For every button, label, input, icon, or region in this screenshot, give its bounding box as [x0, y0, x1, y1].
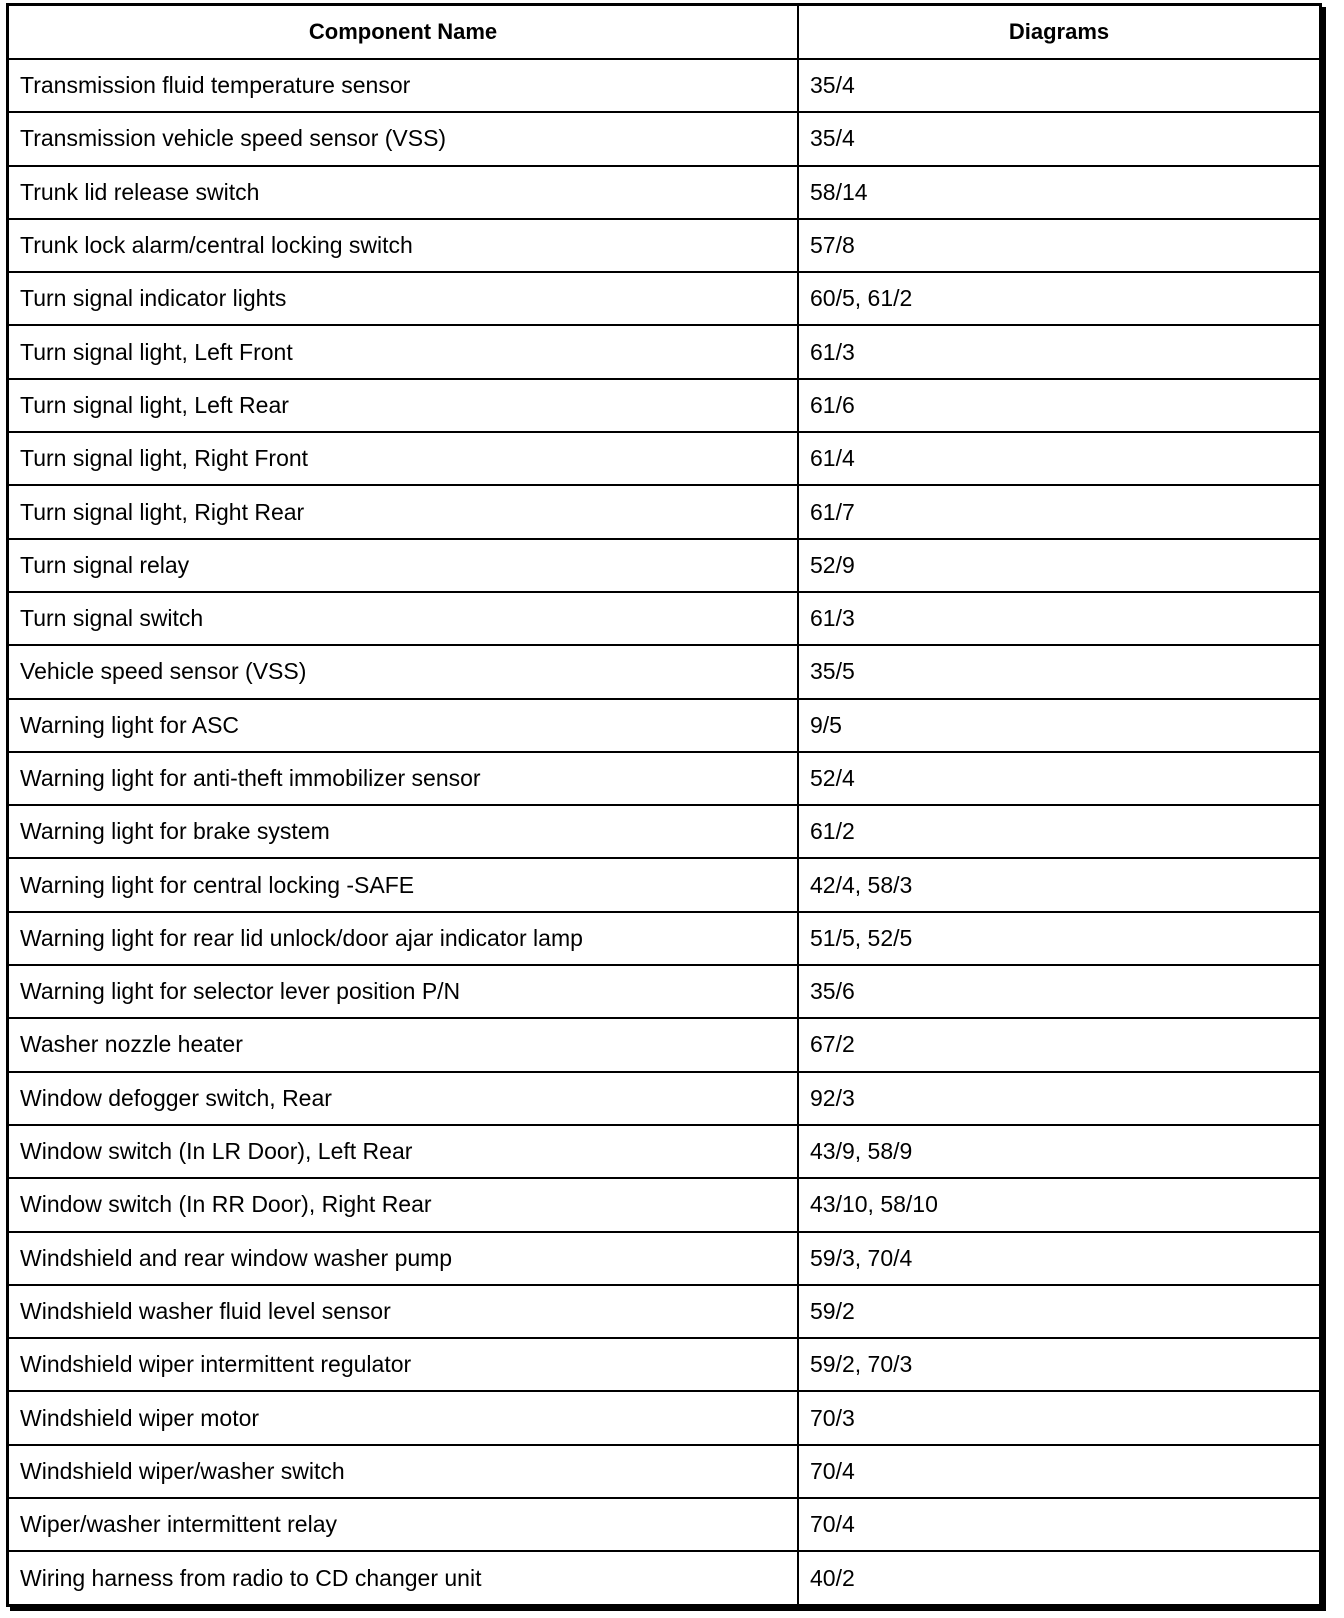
component-name-cell: Window switch (In LR Door), Left Rear	[9, 1125, 798, 1178]
diagrams-cell: 51/5, 52/5	[798, 912, 1319, 965]
table-row	[9, 1178, 1319, 1231]
component-name-cell: Window defogger switch, Rear	[9, 1072, 798, 1125]
table-row	[9, 432, 1319, 485]
diagrams-cell: 35/6	[798, 965, 1319, 1018]
table-row	[9, 805, 1319, 858]
diagrams-cell: 70/3	[798, 1391, 1319, 1444]
component-name-cell: Vehicle speed sensor (VSS)	[9, 645, 798, 698]
table-row	[9, 485, 1319, 538]
table-row	[9, 539, 1319, 592]
component-name-cell: Windshield wiper/washer switch	[9, 1445, 798, 1498]
component-name-cell: Turn signal light, Left Rear	[9, 379, 798, 432]
table-row	[9, 272, 1319, 325]
diagrams-cell: 35/4	[798, 112, 1319, 165]
diagrams-cell: 9/5	[798, 699, 1319, 752]
header-component-name: Component Name	[9, 6, 798, 59]
component-name-cell: Transmission fluid temperature sensor	[9, 59, 798, 112]
table-row	[9, 965, 1319, 1018]
table-body	[9, 59, 1319, 1604]
diagrams-cell: 61/7	[798, 485, 1319, 538]
component-name-cell: Warning light for brake system	[9, 805, 798, 858]
table-row	[9, 379, 1319, 432]
diagrams-cell: 61/2	[798, 805, 1319, 858]
component-name-cell: Wiper/washer intermittent relay	[9, 1498, 798, 1551]
component-name-cell: Windshield and rear window washer pump	[9, 1232, 798, 1285]
table-row	[9, 1338, 1319, 1391]
component-name-cell: Warning light for selector lever position P/N	[9, 965, 798, 1018]
component-name-cell: Turn signal light, Right Front	[9, 432, 798, 485]
diagrams-cell: 61/3	[798, 325, 1319, 378]
diagrams-cell: 70/4	[798, 1445, 1319, 1498]
component-name-cell: Turn signal light, Left Front	[9, 325, 798, 378]
component-name-cell: Turn signal light, Right Rear	[9, 485, 798, 538]
diagrams-cell: 61/3	[798, 592, 1319, 645]
table-row	[9, 325, 1319, 378]
component-table	[9, 6, 1319, 1604]
table-row	[9, 1498, 1319, 1551]
table-row	[9, 59, 1319, 112]
table-row	[9, 645, 1319, 698]
table-row	[9, 912, 1319, 965]
diagrams-cell: 35/4	[798, 59, 1319, 112]
table-row	[9, 592, 1319, 645]
header-row	[9, 6, 1319, 59]
diagrams-cell: 35/5	[798, 645, 1319, 698]
table-row	[9, 1551, 1319, 1604]
component-name-cell: Windshield wiper intermittent regulator	[9, 1338, 798, 1391]
diagrams-cell: 67/2	[798, 1018, 1319, 1071]
diagrams-cell: 40/2	[798, 1551, 1319, 1604]
diagrams-cell: 58/14	[798, 166, 1319, 219]
diagrams-cell: 43/10, 58/10	[798, 1178, 1319, 1231]
component-name-cell: Windshield washer fluid level sensor	[9, 1285, 798, 1338]
component-name-cell: Warning light for ASC	[9, 699, 798, 752]
component-name-cell: Trunk lock alarm/central locking switch	[9, 219, 798, 272]
diagrams-cell: 60/5, 61/2	[798, 272, 1319, 325]
table-row	[9, 752, 1319, 805]
component-name-cell: Windshield wiper motor	[9, 1391, 798, 1444]
component-diagram-table	[6, 3, 1322, 1607]
component-name-cell: Warning light for anti-theft immobilizer sensor	[9, 752, 798, 805]
table-row	[9, 112, 1319, 165]
table-row	[9, 1391, 1319, 1444]
diagrams-cell: 59/2, 70/3	[798, 1338, 1319, 1391]
table-row	[9, 1232, 1319, 1285]
diagrams-cell: 42/4, 58/3	[798, 858, 1319, 911]
table-row	[9, 699, 1319, 752]
table-row	[9, 166, 1319, 219]
table-row	[9, 858, 1319, 911]
diagrams-cell: 52/4	[798, 752, 1319, 805]
table-row	[9, 1445, 1319, 1498]
component-name-cell: Warning light for rear lid unlock/door ajar indicator lamp	[9, 912, 798, 965]
component-name-cell: Warning light for central locking -SAFE	[9, 858, 798, 911]
table-row	[9, 1072, 1319, 1125]
table-row	[9, 1285, 1319, 1338]
diagrams-cell: 70/4	[798, 1498, 1319, 1551]
component-name-cell: Trunk lid release switch	[9, 166, 798, 219]
table-row	[9, 219, 1319, 272]
table-row	[9, 1018, 1319, 1071]
table-row	[9, 1125, 1319, 1178]
diagrams-cell: 43/9, 58/9	[798, 1125, 1319, 1178]
component-name-cell: Wiring harness from radio to CD changer unit	[9, 1551, 798, 1604]
diagrams-cell: 61/6	[798, 379, 1319, 432]
diagrams-cell: 52/9	[798, 539, 1319, 592]
diagrams-cell: 57/8	[798, 219, 1319, 272]
header-diagrams: Diagrams	[798, 6, 1319, 59]
diagrams-cell: 59/2	[798, 1285, 1319, 1338]
component-name-cell: Washer nozzle heater	[9, 1018, 798, 1071]
component-name-cell: Window switch (In RR Door), Right Rear	[9, 1178, 798, 1231]
component-name-cell: Turn signal indicator lights	[9, 272, 798, 325]
diagrams-cell: 61/4	[798, 432, 1319, 485]
component-name-cell: Turn signal switch	[9, 592, 798, 645]
diagrams-cell: 59/3, 70/4	[798, 1232, 1319, 1285]
diagrams-cell: 92/3	[798, 1072, 1319, 1125]
component-name-cell: Turn signal relay	[9, 539, 798, 592]
component-name-cell: Transmission vehicle speed sensor (VSS)	[9, 112, 798, 165]
